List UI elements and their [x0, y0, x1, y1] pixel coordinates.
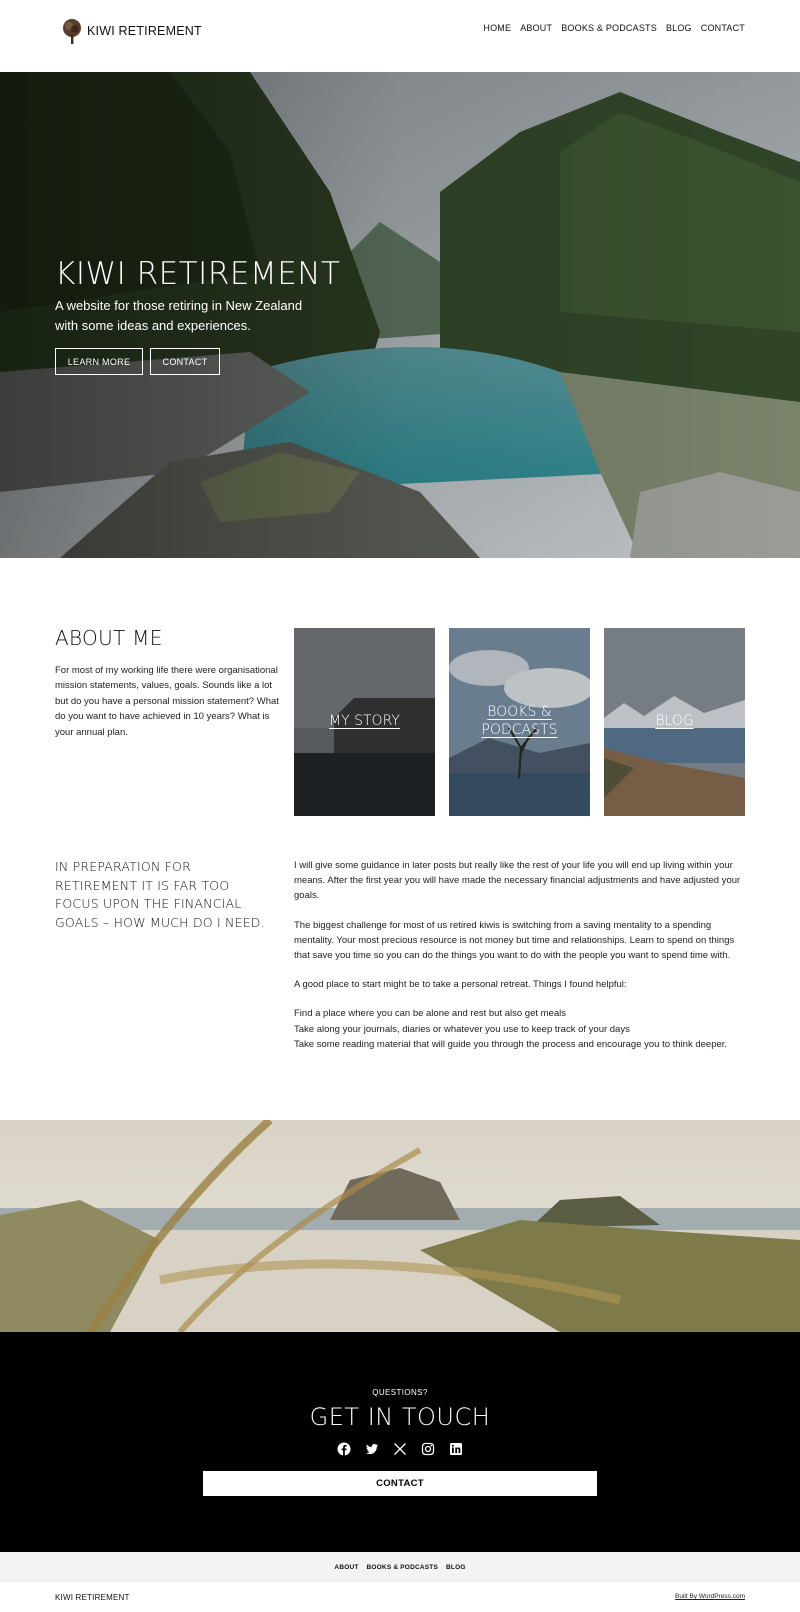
beach-image	[0, 1120, 800, 1332]
hero-contact-button[interactable]: CONTACT	[150, 348, 220, 375]
hero-title: KIWI RETIREMENT	[55, 256, 341, 292]
prep-title: IN PREPARATION FOR RETIREMENT IT IS FAR TOO FOCUS UPON THE FINANCIAL GOALS – HOW MUCH DO I NEED.	[55, 859, 265, 930]
prep-paragraph-2: The biggest challenge for most of us retired kiwis is switching from a saving mentality to a spending mentality. Your most precious resource is not money but time and relationships. Learn to spend on things that save you time so you can do the things you want to do with the people you want to spend time with.	[294, 919, 735, 962]
linkedin-icon[interactable]	[449, 1442, 463, 1456]
footer-site-title[interactable]: KIWI RETIREMENT	[55, 1593, 130, 1602]
card-blog-label: BLOG	[655, 713, 694, 729]
questions-label: QUESTIONS?	[372, 1388, 428, 1397]
get-in-touch-title: GET IN TOUCH	[309, 1403, 491, 1431]
list-item: Find a place where you can be alone and rest but also get meals	[294, 1008, 566, 1020]
hero-section	[0, 72, 800, 558]
social-links	[0, 1442, 800, 1456]
list-item: Take along your journals, diaries or whatever you use to keep track of your days	[294, 1023, 630, 1035]
footer-nav-about[interactable]: ABOUT	[334, 1563, 359, 1571]
contact-section	[0, 1332, 800, 1552]
prep-body	[294, 858, 749, 1052]
nav-blog[interactable]: BLOG	[665, 23, 692, 33]
footer-nav-blog[interactable]: BLOG	[446, 1563, 466, 1571]
list-item: Take some reading material that will guide you through the process and encourage you to think deeper.	[294, 1038, 728, 1050]
footer-nav	[0, 1552, 800, 1582]
learn-more-button[interactable]: LEARN MORE	[55, 348, 143, 375]
instagram-icon[interactable]	[421, 1442, 435, 1456]
nav-about[interactable]: ABOUT	[520, 23, 553, 33]
hero-subtitle: A website for those retiring in New Zealand with some ideas and experiences.	[55, 298, 303, 333]
card-books-podcasts[interactable]	[449, 628, 590, 816]
site-footer	[0, 1582, 800, 1612]
x-icon[interactable]	[393, 1442, 407, 1456]
site-header	[0, 0, 800, 72]
footer-nav-books-podcasts[interactable]: BOOKS & PODCASTS	[366, 1563, 438, 1571]
prep-paragraph-3: A good place to start might be to take a personal retreat. Things I found helpful:	[294, 979, 627, 991]
site-title[interactable]: KIWI RETIREMENT	[87, 24, 202, 38]
about-text: For most of my working life there were organisational mission statements, values, goals. Sounds like a lot but do you have a personal mission statement? What do you want to have achieved in 10 years? What is your annual plan.	[55, 665, 279, 738]
nav-books-podcasts[interactable]: BOOKS & PODCASTS	[561, 23, 657, 33]
footer-credit-link[interactable]: Built By WordPress.com	[675, 1593, 745, 1600]
card-blog[interactable]	[604, 628, 745, 816]
twitter-icon[interactable]	[365, 1442, 379, 1456]
about-title: ABOUT ME	[55, 626, 163, 650]
prep-paragraph-1: I will give some guidance in later posts but really like the rest of your life you will end up living within your means. After the first year you will have made the necessary financial adjustments and have adjusted your goals.	[294, 860, 741, 902]
nav-home[interactable]: HOME	[483, 23, 512, 33]
card-my-story-label: MY STORY	[329, 713, 400, 729]
contact-button[interactable]: CONTACT	[203, 1471, 597, 1496]
nav-contact[interactable]: CONTACT	[700, 23, 745, 33]
facebook-icon[interactable]	[337, 1442, 351, 1456]
main-nav	[483, 23, 745, 33]
card-books-podcasts-label: BOOKS & PODCASTS	[481, 704, 558, 738]
card-my-story[interactable]	[294, 628, 435, 816]
site-logo-icon[interactable]	[61, 19, 83, 45]
